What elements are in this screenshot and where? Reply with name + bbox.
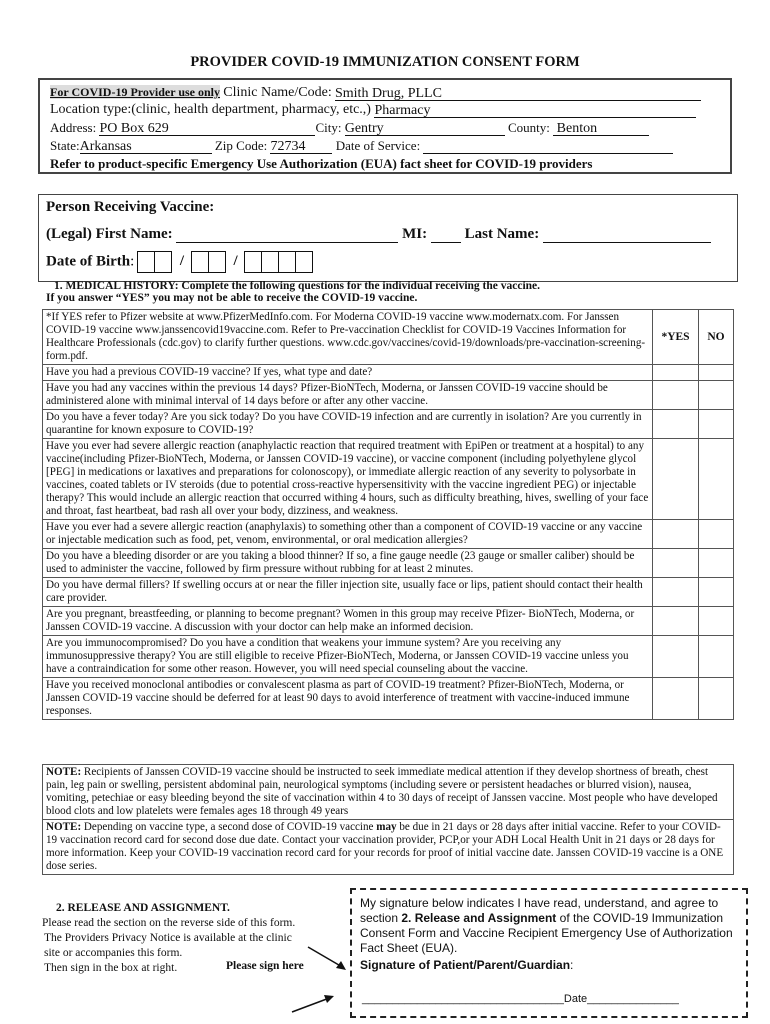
yes-cell[interactable] [653, 410, 699, 439]
no-cell[interactable] [699, 381, 734, 410]
table-row [43, 678, 734, 720]
zip-field[interactable] [270, 139, 332, 154]
city-field[interactable] [345, 121, 505, 136]
zip-value: 72734 [270, 139, 306, 154]
table-row [43, 578, 734, 607]
intro-cell: *If YES refer to Pfizer website at www.PfizerMedInfo.com. For Moderna COVID-19 vaccine www.modernatx.com. For Janssen COVID-19 vaccine www.janssencovid19vaccine.com. Refer to Pre-vaccination Checklist for COVID-19 Vaccines Information for Healthcare Professionals (cdc.gov) to clarify further questions. www.cdc.gov/vaccines/covid-19/downloads/pre-vaccination-screening-form.pdf. [43, 310, 653, 365]
table-row [43, 365, 734, 381]
question-text: Do you have a bleeding disorder or are you taking a blood thinner? If so, a fine gauge needle (23 gauge or smaller caliber) should be used to administer the vaccine, followed by firm pressure without rubbing for at least 2 minutes. [43, 549, 653, 578]
release-heading: 2. RELEASE AND ASSIGNMENT. [56, 902, 230, 914]
address-value: PO Box 629 [99, 121, 169, 136]
question-text: Are you immunocompromised? Do you have a condition that weakens your immune system? Are you receiving any immunosuppressive therapy? You are still eligible to receive Pfizer-BioNTech, Moderna, or Janssen COVID-19 vaccine unless you have a contraindication for some other reason. However, you will need special counseling about the vaccine. [43, 636, 653, 678]
zip-label: Zip Code: [214, 138, 268, 153]
no-header: NO [699, 310, 734, 365]
note2-text-a: Depending on vaccine type, a second dose of COVID-19 vaccine [81, 821, 377, 833]
note-janssen [42, 764, 734, 820]
note2-label: NOTE: [46, 821, 82, 833]
signature-date-line[interactable]: _________________________________Date_______________ [362, 993, 679, 1005]
no-cell[interactable] [699, 607, 734, 636]
date-service-label: Date of Service: [335, 138, 421, 153]
state-label: State: [50, 138, 80, 153]
question-text: Have you ever had a severe allergic reaction (anaphylaxis) to something other than a component of COVID-19 vaccine or any vaccine or injectable medication such as food, pet, venom, environmental, or oral medication allergies? [43, 520, 653, 549]
no-cell[interactable] [699, 439, 734, 520]
yes-cell[interactable] [653, 549, 699, 578]
yes-cell[interactable] [653, 365, 699, 381]
location-field[interactable] [374, 103, 696, 118]
signature-label: Signature of Patient/Parent/Guardian [360, 958, 571, 972]
dob-colon: : [130, 253, 135, 270]
location-label: Location type:(clinic, health department, pharmacy, etc.,) [50, 102, 371, 117]
table-row [43, 381, 734, 410]
medical-heading-text: 1. MEDICAL HISTORY: Complete the following questions for the individual receiving the vaccine. [54, 280, 541, 292]
location-value: Pharmacy [374, 103, 431, 118]
question-text: Have you had any vaccines within the previous 14 days? Pfizer-BioNTech, Moderna, or Janssen COVID-19 vaccine should be administered alone with minimal interval of 14 days before or after any other vaccine. [43, 381, 653, 410]
county-field[interactable] [553, 121, 649, 136]
dob-slash-1: / [179, 253, 184, 270]
release-line-2: The Providers Privacy Notice is available at the clinic [44, 932, 292, 944]
no-cell[interactable] [699, 549, 734, 578]
yes-cell[interactable] [653, 607, 699, 636]
signature-text-a: My signature below indicates I have read, understand, and agree to section [360, 896, 719, 925]
table-row [43, 520, 734, 549]
person-section [38, 194, 738, 282]
question-text: Do you have dermal fillers? If swelling occurs at or near the filler injection site, usually face or lips, patient should contact their health care provider. [43, 578, 653, 607]
signature-colon: : [570, 958, 574, 972]
signature-text-bold: 2. Release and Assignment [401, 911, 557, 925]
question-text: Have you had a previous COVID-19 vaccine? If yes, what type and date? [43, 365, 653, 381]
no-cell[interactable] [699, 636, 734, 678]
clinic-field[interactable] [335, 86, 701, 101]
eua-note: Refer to product-specific Emergency Use Authorization (EUA) fact sheet for COVID-19 providers [50, 156, 593, 171]
medical-history-heading [46, 280, 540, 304]
yes-cell[interactable] [653, 578, 699, 607]
city-label: City: [315, 120, 342, 135]
county-value: Benton [556, 121, 598, 136]
clinic-label: Clinic Name/Code: [223, 85, 332, 100]
clinic-value: Smith Drug, PLLC [334, 86, 442, 101]
dob-month-boxes[interactable] [138, 251, 172, 273]
date-service-field[interactable] [423, 139, 673, 154]
yes-cell[interactable] [653, 439, 699, 520]
state-value: Arkansas [79, 139, 132, 154]
last-name-label: Last Name: [464, 226, 540, 242]
city-value: Gentry [344, 121, 384, 136]
dob-year-boxes[interactable] [245, 251, 313, 273]
yes-cell[interactable] [653, 636, 699, 678]
last-name-field[interactable] [543, 226, 711, 243]
release-line-4: Then sign in the box at right. [44, 962, 178, 974]
table-header-row [43, 310, 734, 365]
no-cell[interactable] [699, 520, 734, 549]
please-sign-here: Please sign here [226, 960, 304, 972]
note-second-dose [42, 820, 734, 875]
yes-cell[interactable] [653, 381, 699, 410]
provider-section [38, 78, 732, 174]
table-row [43, 636, 734, 678]
notes-section [42, 764, 734, 875]
question-text: Do you have a fever today? Are you sick today? Do you have COVID-19 infection and are currently in isolation? Are you currently in quarantine for known exposure to COVID-19? [43, 410, 653, 439]
medical-warning: If you answer “YES” you may not be able to receive the COVID-19 vaccine. [46, 292, 418, 304]
first-name-label: (Legal) First Name: [46, 226, 173, 242]
signature-box[interactable] [350, 888, 748, 1018]
person-heading: Person Receiving Vaccine: [46, 199, 215, 215]
yes-cell[interactable] [653, 520, 699, 549]
no-cell[interactable] [699, 365, 734, 381]
table-row [43, 410, 734, 439]
note1-label: NOTE: [46, 766, 82, 778]
note2-may: may [376, 821, 397, 833]
dob-label: Date of Birth [46, 253, 131, 270]
table-row [43, 549, 734, 578]
county-label: County: [507, 120, 550, 135]
first-name-field[interactable] [176, 226, 398, 243]
question-text: Have you received monoclonal antibodies or convalescent plasma as part of COVID-19 treatment? Pfizer-BioNTech, Moderna, or Janssen COVID-19 vaccine should be deferred for at least 90 days to avoid interference of treatment with vaccine-induced immune responses. [43, 678, 653, 720]
table-row [43, 607, 734, 636]
mi-label: MI: [402, 226, 428, 242]
signature-agreement [360, 896, 738, 956]
address-field[interactable] [99, 121, 315, 136]
question-text: Have you ever had severe allergic reaction (anaphylactic reaction that required treatment with EpiPen or treatment at a hospital) to any vaccine(including Pfizer-BioNTech, Moderna, or Janssen COVID-19 vaccine), or vaccine component (including polyethylene glycol [PEG] in medications or laxatives and preparations for colonoscopy), or immediate allergic reaction of any severity to polysorbate in vaccines, coated tablets or IV steroids (due to potential cross-reactive hypersensitivity with the vaccine ingredient PEG) or injectable therapy? This would include an allergic reaction that occurred withing 4 hours, such as difficulty breathing, hives, swelling of your face and throat, fast heartbeat, bad rash all over your body, dizziness, and weakness. [43, 439, 653, 520]
provider-use-label: For COVID-19 Provider use only [50, 85, 220, 99]
dob-day-boxes[interactable] [192, 251, 226, 273]
signature-text-b: of the COVID-19 Immunization Consent Form and Vaccine Recipient Emergency Use of Authorization Fact Sheet (EUA). [360, 911, 733, 955]
note1-text: Recipients of Janssen COVID-19 vaccine should be instructed to seek immediate medical attention if they develop shortness of breath, chest pain, leg pain or swelling, persistent abdominal pain, neurological symptoms (including severe or persistent headaches or blurred vision), nausea, vomiting, petechiae or easy bleeding beyond the site of vaccination within 4 to 30 days of receipt of Janssen vaccine. Most people who have developed blood clots and low platelets were females ages 18 through 49 years [46, 766, 718, 817]
address-label: Address: [50, 120, 97, 135]
no-cell[interactable] [699, 678, 734, 720]
dob-slash-2: / [233, 253, 238, 270]
medical-questions-table [42, 309, 734, 720]
release-line-1: Please read the section on the reverse side of this form. [42, 917, 296, 929]
yes-cell[interactable] [653, 678, 699, 720]
note2-text-b: be due in 21 days or 28 days after initial vaccine. Refer to your COVID-19 vaccination record card for second dose due date. Contact your vaccination provider, PCP,or your ADH Local Health Unit in 21 days or 28 days for more information. Keep your COVID-19 vaccination record card for your records for proof of initial vaccine date. Janssen COVID-19 vaccine is a ONE dose series. [46, 821, 724, 872]
yes-header: *YES [653, 310, 699, 365]
arrow-icon [306, 944, 350, 974]
state-field[interactable] [80, 139, 212, 154]
table-row [43, 439, 734, 520]
mi-field[interactable] [431, 226, 461, 243]
question-text: Are you pregnant, breastfeeding, or planning to become pregnant? Women in this group may receive Pfizer- BioNTech, Moderna, or Janssen COVID-19 vaccine. A discussion with your doctor can help make an informed decision. [43, 607, 653, 636]
arrow-icon [290, 992, 338, 1016]
form-title: PROVIDER COVID-19 IMMUNIZATION CONSENT FORM [190, 54, 580, 70]
release-line-3: site or accompanies this form. [44, 947, 183, 959]
no-cell[interactable] [699, 578, 734, 607]
no-cell[interactable] [699, 410, 734, 439]
